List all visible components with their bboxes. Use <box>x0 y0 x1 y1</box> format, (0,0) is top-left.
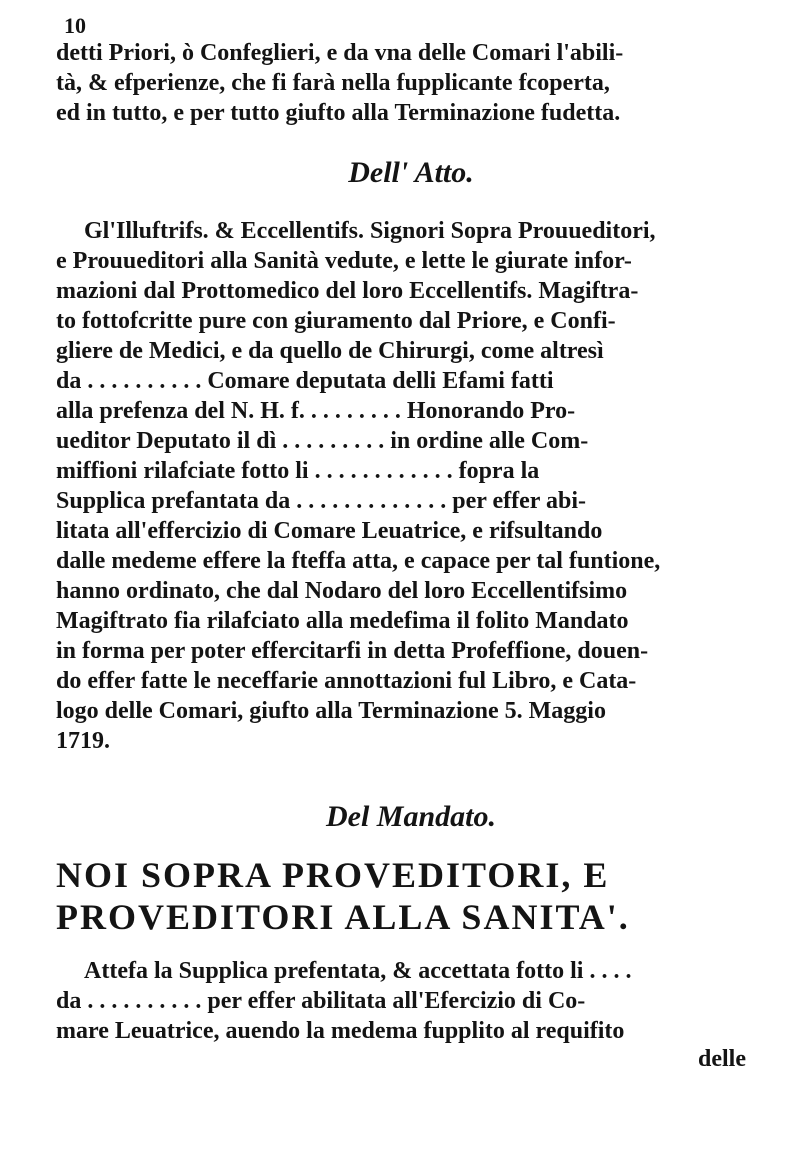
text-line: Supplica prefantata da . . . . . . . . . . . . . per effer abi- <box>56 488 587 514</box>
text-line: Magiftrato fia rilafciato alla medefima il folito Mandato <box>56 608 629 634</box>
text-line: in forma per poter effercitarfi in detta Profeffione, douen- <box>56 638 649 664</box>
text-line: da . . . . . . . . . . per effer abilitata all'Efercizio di Co- <box>56 988 586 1014</box>
intro-paragraph <box>56 38 766 128</box>
text-line: ed in tutto, e per tutto giufto alla Terminazione fudetta. <box>56 100 621 126</box>
text-line: mare Leuatrice, auendo la medema fupplito al requifito <box>56 1018 625 1044</box>
text-line: mazioni dal Prottomedico del loro Eccellentifs. Magiftra- <box>56 278 639 304</box>
text-line: litata all'effercizio di Comare Leuatrice, e rifsultando <box>56 518 603 544</box>
text-line: logo delle Comari, giufto alla Terminazione 5. Maggio <box>56 698 606 724</box>
heading-line: PROVEDITORI ALLA SANITA'. <box>56 897 630 937</box>
section-title-mandato: Del Mandato. <box>325 800 496 833</box>
text-line: e Prouueditori alla Sanità vedute, e lette le giurate infor- <box>56 248 632 274</box>
decree-heading <box>56 854 766 938</box>
text-line: detti Priori, ò Confeglieri, e da vna delle Comari l'abili- <box>56 40 624 66</box>
text-line: 1719. <box>56 728 110 754</box>
text-line: to fottofcritte pure con giuramento dal Priore, e Confi- <box>56 308 616 334</box>
text-line: alla prefenza del N. H. f. . . . . . . . . Honorando Pro- <box>56 398 576 424</box>
text-line: miffioni rilafciate fotto li . . . . . . . . . . . . fopra la <box>56 458 540 484</box>
heading-line: NOI SOPRA PROVEDITORI, E <box>56 855 610 895</box>
mandato-paragraph <box>56 956 766 1046</box>
atto-paragraph <box>56 216 766 756</box>
text-line: do effer fatte le neceffarie annottazioni ful Libro, e Cata- <box>56 668 637 694</box>
catchword: delle <box>698 1046 746 1072</box>
text-line: ueditor Deputato il dì . . . . . . . . . in ordine alle Com- <box>56 428 589 454</box>
text-line: tà, & efperienze, che fi farà nella fupplicante fcoperta, <box>56 70 610 96</box>
text-line: da . . . . . . . . . . Comare deputata delli Efami fatti <box>56 368 554 394</box>
text-line: Attefa la Supplica prefentata, & accettata fotto li . . . . <box>84 958 632 984</box>
text-line: gliere de Medici, e da quello de Chirurgi, come altresì <box>56 338 604 364</box>
text-line: dalle medeme effere la fteffa atta, e capace per tal funtione, <box>56 548 661 574</box>
text-line: hanno ordinato, che dal Nodaro del loro Eccellentifsimo <box>56 578 628 604</box>
page-number: 10 <box>64 13 86 38</box>
section-title-atto: Dell' Atto. <box>348 156 474 189</box>
text-line: Gl'Illuftrifs. & Eccellentifs. Signori Sopra Prouueditori, <box>84 218 656 244</box>
